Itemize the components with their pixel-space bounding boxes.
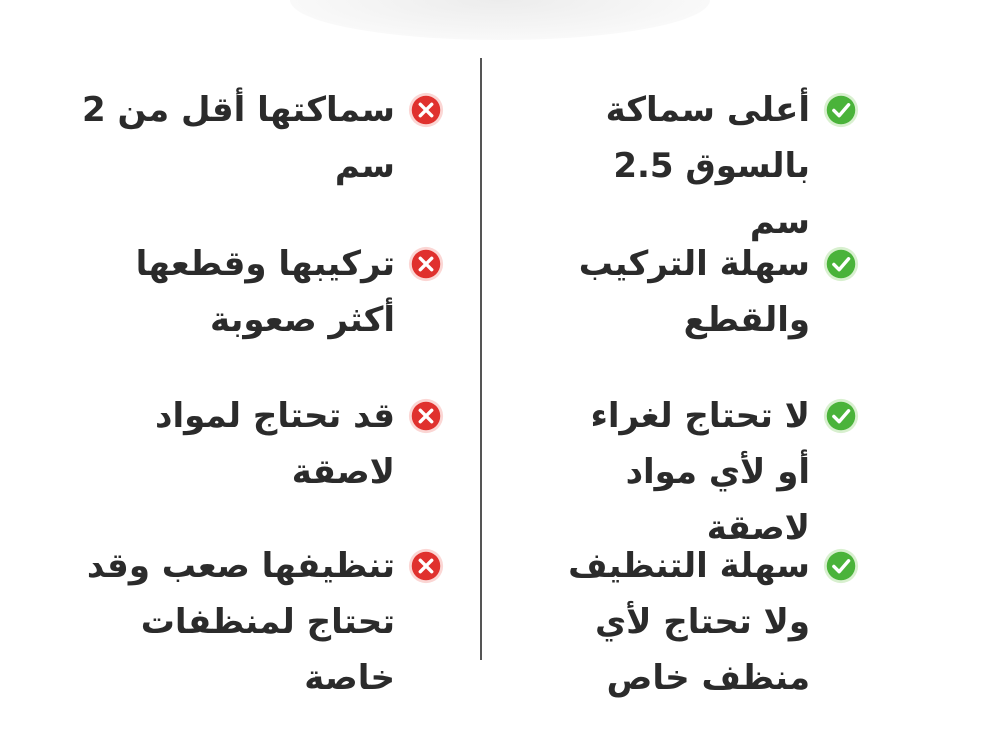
- check-circle-icon: [822, 397, 860, 435]
- advantage-item: [520, 236, 860, 348]
- x-circle-icon: [407, 91, 445, 129]
- disadvantage-item: [60, 388, 445, 500]
- disadvantage-item: [60, 82, 445, 194]
- advantages-column: [520, 0, 940, 738]
- check-circle-icon: [822, 91, 860, 129]
- disadvantage-item: [60, 236, 445, 348]
- disadvantage-item: [60, 538, 445, 706]
- advantage-item: [520, 388, 860, 556]
- disadvantage-text: سماكتها أقل من 2 سم: [82, 90, 395, 186]
- disadvantage-text: تركيبها وقطعها أكثر صعوبة: [135, 244, 395, 340]
- check-circle-icon: [822, 547, 860, 585]
- advantage-text: أعلى سماكة بالسوق 2.5 سم: [605, 90, 810, 242]
- advantage-item: [520, 538, 860, 706]
- advantage-text: لا تحتاج لغراء أو لأي مواد لاصقة: [590, 396, 810, 548]
- advantage-item: [520, 82, 860, 250]
- x-circle-icon: [407, 547, 445, 585]
- column-divider: [480, 58, 482, 660]
- x-circle-icon: [407, 397, 445, 435]
- check-circle-icon: [822, 245, 860, 283]
- disadvantage-text: تنظيفها صعب وقد تحتاج لمنظفات خاصة: [86, 546, 395, 698]
- advantage-text: سهلة التركيب والقطع: [578, 244, 810, 340]
- disadvantages-column: [60, 0, 480, 738]
- x-circle-icon: [407, 245, 445, 283]
- disadvantage-text: قد تحتاج لمواد لاصقة: [155, 396, 395, 492]
- advantage-text: سهلة التنظيف ولا تحتاج لأي منظف خاص: [568, 546, 810, 698]
